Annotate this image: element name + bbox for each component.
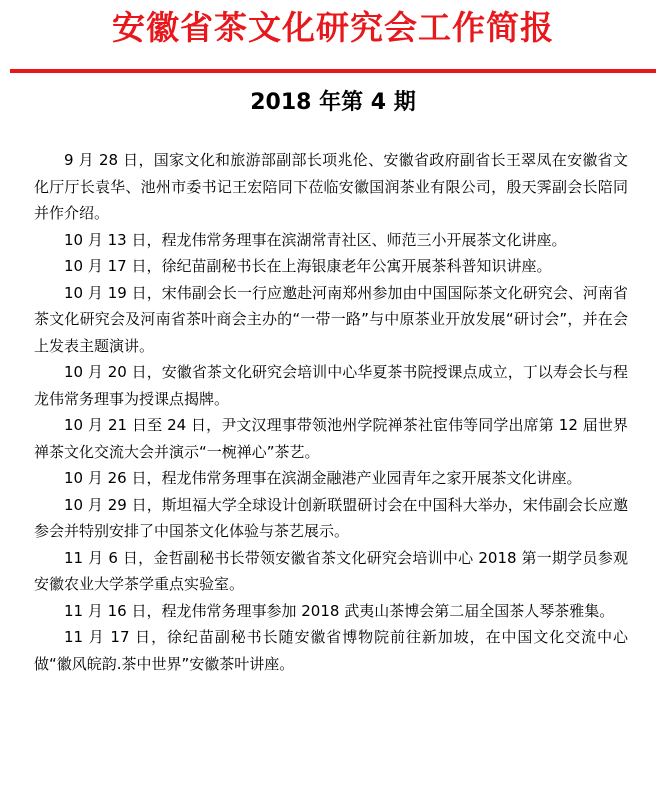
event-entry: 10 月 26 日，程龙伟常务理事在滨湖金融港产业园青年之家开展茶文化讲座。 [64,469,582,487]
issue-number: 2018 年第 4 期 [250,90,416,115]
event-entry: 10 月 21 日至 24 日，尹文汉理事带领池州学院禅茶社宦伟等同学出席第 12 届世界禅茶文化交流大会并演示“一椀禅心”茶艺。 [34,416,628,461]
event-list [34,147,628,677]
event-entry: 11 月 16 日，程龙伟常务理事参加 2018 武夷山茶博会第二届全国茶人琴茶雅集。 [64,601,615,620]
event-entry: 10 月 17 日，徐纪苗副秘书长在上海银康老年公寓开展茶科普知识讲座。 [64,257,552,275]
event-entry: 10 月 13 日，程龙伟常务理事在滨湖常青社区、师范三小开展茶文化讲座。 [64,230,567,249]
event-entry: 11 月 6 日，金哲副秘书长带领安徽省茶文化研究会培训中心 2018 第一期学员参观安徽农业大学茶学重点实验室。 [34,548,628,593]
newsletter-title: 安徽省茶文化研究会工作简报 [112,8,554,47]
title-divider [10,69,656,73]
event-entry: 9 月 28 日，国家文化和旅游部副部长项兆伦、安徽省政府副省长王翠凤在安徽省文化厅厅长袁华、池州市委书记王宏陪同下莅临安徽国润茶业有限公司，殷天霁副会长陪同并作介绍。 [34,151,628,222]
event-entry: 10 月 20 日，安徽省茶文化研究会培训中心华夏茶书院授课点成立，丁以寿会长与程龙伟常务理事为授课点揭牌。 [34,363,628,408]
event-entry: 10 月 19 日，宋伟副会长一行应邀赴河南郑州参加由中国国际茶文化研究会、河南省茶文化研究会及河南省茶叶商会主办的“一带一路”与中原茶业开放发展“研讨会”，并在会上发表主题演讲。 [34,283,628,355]
event-entry: 11 月 17 日，徐纪苗副秘书长随安徽省博物院前往新加坡，在中国文化交流中心做“徽风皖韵.茶中世界”安徽茶叶讲座。 [34,628,628,673]
event-entry: 10 月 29 日，斯坦福大学全球设计创新联盟研讨会在中国科大举办，宋伟副会长应邀参会并特别安排了中国茶文化体验与茶艺展示。 [34,495,628,540]
